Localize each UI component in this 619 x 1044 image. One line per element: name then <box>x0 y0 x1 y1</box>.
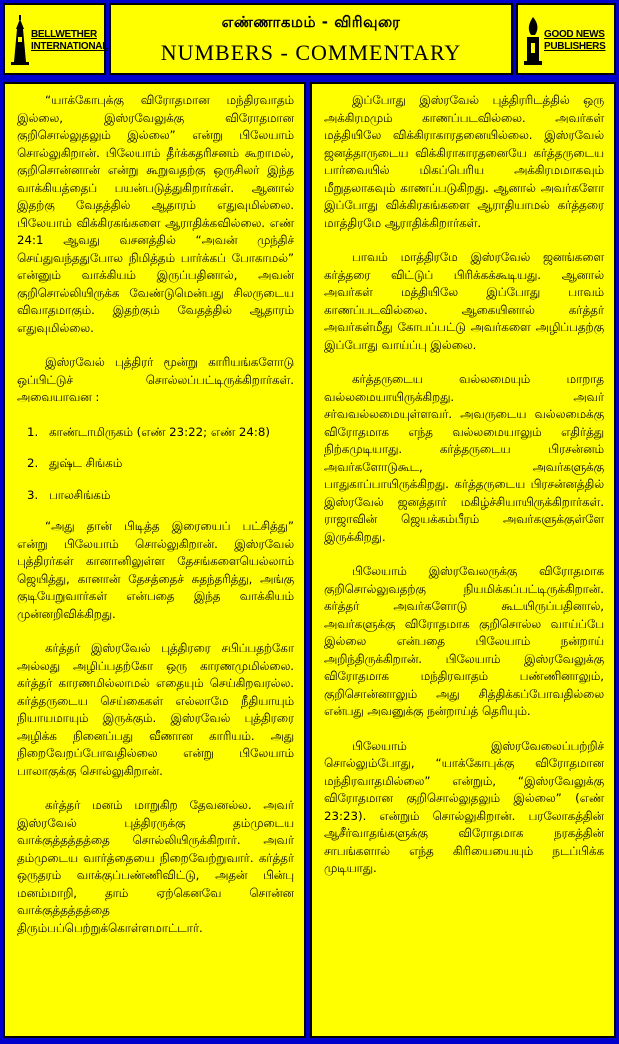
good-news-logo <box>524 15 612 65</box>
paragraph: பாவம் மாத்திரமே இஸ்ரவேல் ஜனங்களை கர்த்தரை விட்டுப் பிரிக்கக்கூடியது. ஆனால் அவர்கள் மத்தியிலே இப்போது பாவம் காணப்படவில்லை. ஆகையினால் கர்த்தர் அவர்கள்மீது கோபப்பட்டு அவர்களை அழிப்பதற்கு இப்போது வாய்ப்பு இல்லை. <box>324 250 604 352</box>
header <box>3 3 616 75</box>
logo-line-2: INTERNATIONAL <box>31 41 109 52</box>
publisher-logo-box-left <box>3 3 109 75</box>
list-number: 2. <box>27 456 39 470</box>
list-item <box>17 424 294 442</box>
list-item <box>17 455 294 473</box>
list-number: 3. <box>27 487 39 502</box>
paragraph: “அது தான் பிடித்த இரையைப் பட்சித்து” என்று பிலேயாம் சொல்லுகிறான். இஸ்ரவேல் புத்திரர்கள் கானானிலுள்ள தேசங்களையெல்லாம் ஜெயித்து, கானான் தேசத்தைச் சுதந்தரித்து, அங்கு குடியேறுவார்கள் என்பதை இந்த வாக்கியம் முன்னறிவிக்கிறது. <box>17 519 294 621</box>
right-column <box>310 82 616 1038</box>
paragraph: கர்த்தர் இஸ்ரவேல் புத்திரரை சபிப்பதற்கோ அல்லது அழிப்பதற்கோ ஒரு காரணமுமில்லை. கர்த்தர் காரணமில்லாமல் எதையும் செய்கிறவரல்ல. கர்த்தருடைய செய்கைகள் எல்லாமே நீதியாயும் நியாயமாயும் இருக்கும். இஸ்ரவேல் புத்திரரை அழிக்க நினைப்பது வீணான காரியம். அது நிறைவேறப்போவதில்லை என்று பிலேயாம் பாலாகுக்கு சொல்லுகிறான். <box>17 641 294 778</box>
good-news-flame-icon <box>524 15 542 65</box>
title-english: NUMBERS - COMMENTARY <box>160 40 462 65</box>
list-text: காண்டாமிருகம் (எண் 23:22; எண் 24:8) <box>49 424 270 439</box>
paragraph: கர்த்தர் மனம் மாறுகிற தேவனல்ல. அவர் இஸ்ரவேல் புத்திரருக்கு தம்முடைய வாக்குத்தத்தத்தை சொல்லியிருக்கிறார். அவர் தம்முடைய வார்த்தையை நிறைவேற்றுவார். கர்த்தர் ஒருதரம் வாக்குப்பண்ணிவிட்டு, அதன் பின்பு மனம்மாறி, தாம் ஏற்கெனவே சொன்ன வாக்குத்தத்தத்தை திரும்பப்பெற்றுக்கொள்ளமாட்டார். <box>17 798 294 935</box>
logo-line-1: BELLWETHER <box>31 29 97 40</box>
bellwether-logo <box>11 15 109 65</box>
title-tamil: எண்ணாகமம் - விரிவுரை <box>221 13 401 31</box>
list-text: பாலசிங்கம் <box>49 487 111 502</box>
comparison-list <box>17 424 294 505</box>
left-column <box>3 82 306 1038</box>
paragraph: பிலேயாம் இஸ்ரவேலைப்பற்றிச் சொல்லும்போது, “யாக்கோபுக்கு விரோதமான மந்திரவாதமில்லை” என்றும், “இஸ்ரவேலுக்கு விரோதமான குறிசொல்லுதலும் இல்லை” (எண் 23:23). என்றும் சொல்லுகிறான். பரலோகத்தின் ஆசீர்வாதங்களுக்கு விரோதமாக நரகத்தின் சாபங்களால் எந்த கிரியையையும் நடப்பிக்க முடியாது. <box>324 738 604 875</box>
bellwether-tower-icon <box>11 15 29 65</box>
paragraph: இஸ்ரவேல் புத்திரர் மூன்று காரியங்களோடு ஒப்பிட்டுச் சொல்லப்பட்டிருக்கிறார்கள். அவையாவன : <box>17 355 294 404</box>
list-number: 1. <box>27 424 39 439</box>
paragraph: கர்த்தருடைய வல்லமையும் மாறாத வல்லமையாயிருக்கிறது. அவர் சர்வவல்லமையுள்ளவர். அவருடைய வல்லமைக்கு விரோதமாக எந்த வல்லமையாலும் எதிர்த்து நிற்கமுடியாது. கர்த்தருடைய பிரசன்னம் அவர்களோடுகூட, அவர்களுக்கு பாதுகாப்பாயிருக்கிறது. கர்த்தருடைய பிரசன்னத்தில் இஸ்ரவேல் ஜனத்தார் மகிழ்ச்சியாயிருக்கிறார்கள். ராஜாவின் ஜெயக்கம்பீரம் அவர்களுக்குள்ளே இருக்கிறது. <box>324 372 604 544</box>
list-item <box>17 487 294 505</box>
paragraph: “யாக்கோபுக்கு விரோதமான மந்திரவாதம் இல்லை, இஸ்ரவேலுக்கு விரோதமான குறிசொல்லுதலும் இல்லை” என்று பிலேயாம் சொல்லுகிறான். பிலேயாம் தீர்க்கதரிசனம் கூறாமல், குறிசொன்னான் என்று கூறுவதற்கு ஒருசிலர் இந்த வாக்கியத்தைப் பயன்படுத்துகிறார்கள். ஆனால் இதற்கு வேதத்தில் ஆதாரம் எதுவுமில்லை. பிலேயாம் விக்கிரகங்களை ஆராதிக்கவில்லை. எண் 24:1 ஆவது வசனத்தில் “அவன் முந்திச் செய்துவந்ததுபோல நிமித்தம் பார்க்கப் போகாமல்” என்னும் வாக்கியம் இருப்பதினால், அவன் குறிசொல்லியிருக்க வேண்டுமென்பது சிலருடைய விவாதமாகும். இதற்கும் வேதத்தில் ஆதாரம் எதுவுமில்லை. <box>17 93 294 335</box>
logo-line-2: PUBLISHERS <box>544 41 606 52</box>
list-text: துஷ்ட சிங்கம் <box>49 456 123 470</box>
paragraph: பிலேயாம் இஸ்ரவேலருக்கு விரோதமாக குறிசொல்லுவதற்கு நியமிக்கப்பட்டிருக்கிறான். கர்த்தர் அவர்களோடு கூடயிருப்பதினால், அவர்களுக்கு விரோதமாக குறிசொல்ல வாய்ப்பே இல்லை என்பதை பிலேயாம் நன்றாய் அறிந்திருக்கிறான். பிலேயாம் இஸ்ரவேலுக்கு விரோதமாக மந்திரவாதம் பண்ணினாலும், குறிசொன்னாலும் அது சித்திக்கப்போவதில்லை என்பது அவனுக்கு நன்றாய்த் தெரியும். <box>324 564 604 718</box>
publisher-logo-box-right <box>516 3 616 75</box>
title-box <box>109 3 513 75</box>
logo-line-1: GOOD NEWS <box>544 29 605 40</box>
paragraph: இப்போது இஸ்ரவேல் புத்திரரிடத்தில் ஒரு அக்கிரமமும் காணப்படவில்லை. அவர்கள் மத்தியிலே விக்கிராகாரதனையில்லை. இஸ்ரவேல் ஜனத்தாருடைய விக்கிராகாரதனையே கர்த்தருடைய பார்வையில் மிகப்பெரிய அக்கிரமமாகவும் மீறுதலாகவும் காணப்படுகிறது. ஆனால் அவர்களோ இப்போது விக்கிரகங்களை ஆராதியாமல் கர்த்தரை மாத்திரமே ஆராதிக்கிறார்கள். <box>324 93 604 230</box>
